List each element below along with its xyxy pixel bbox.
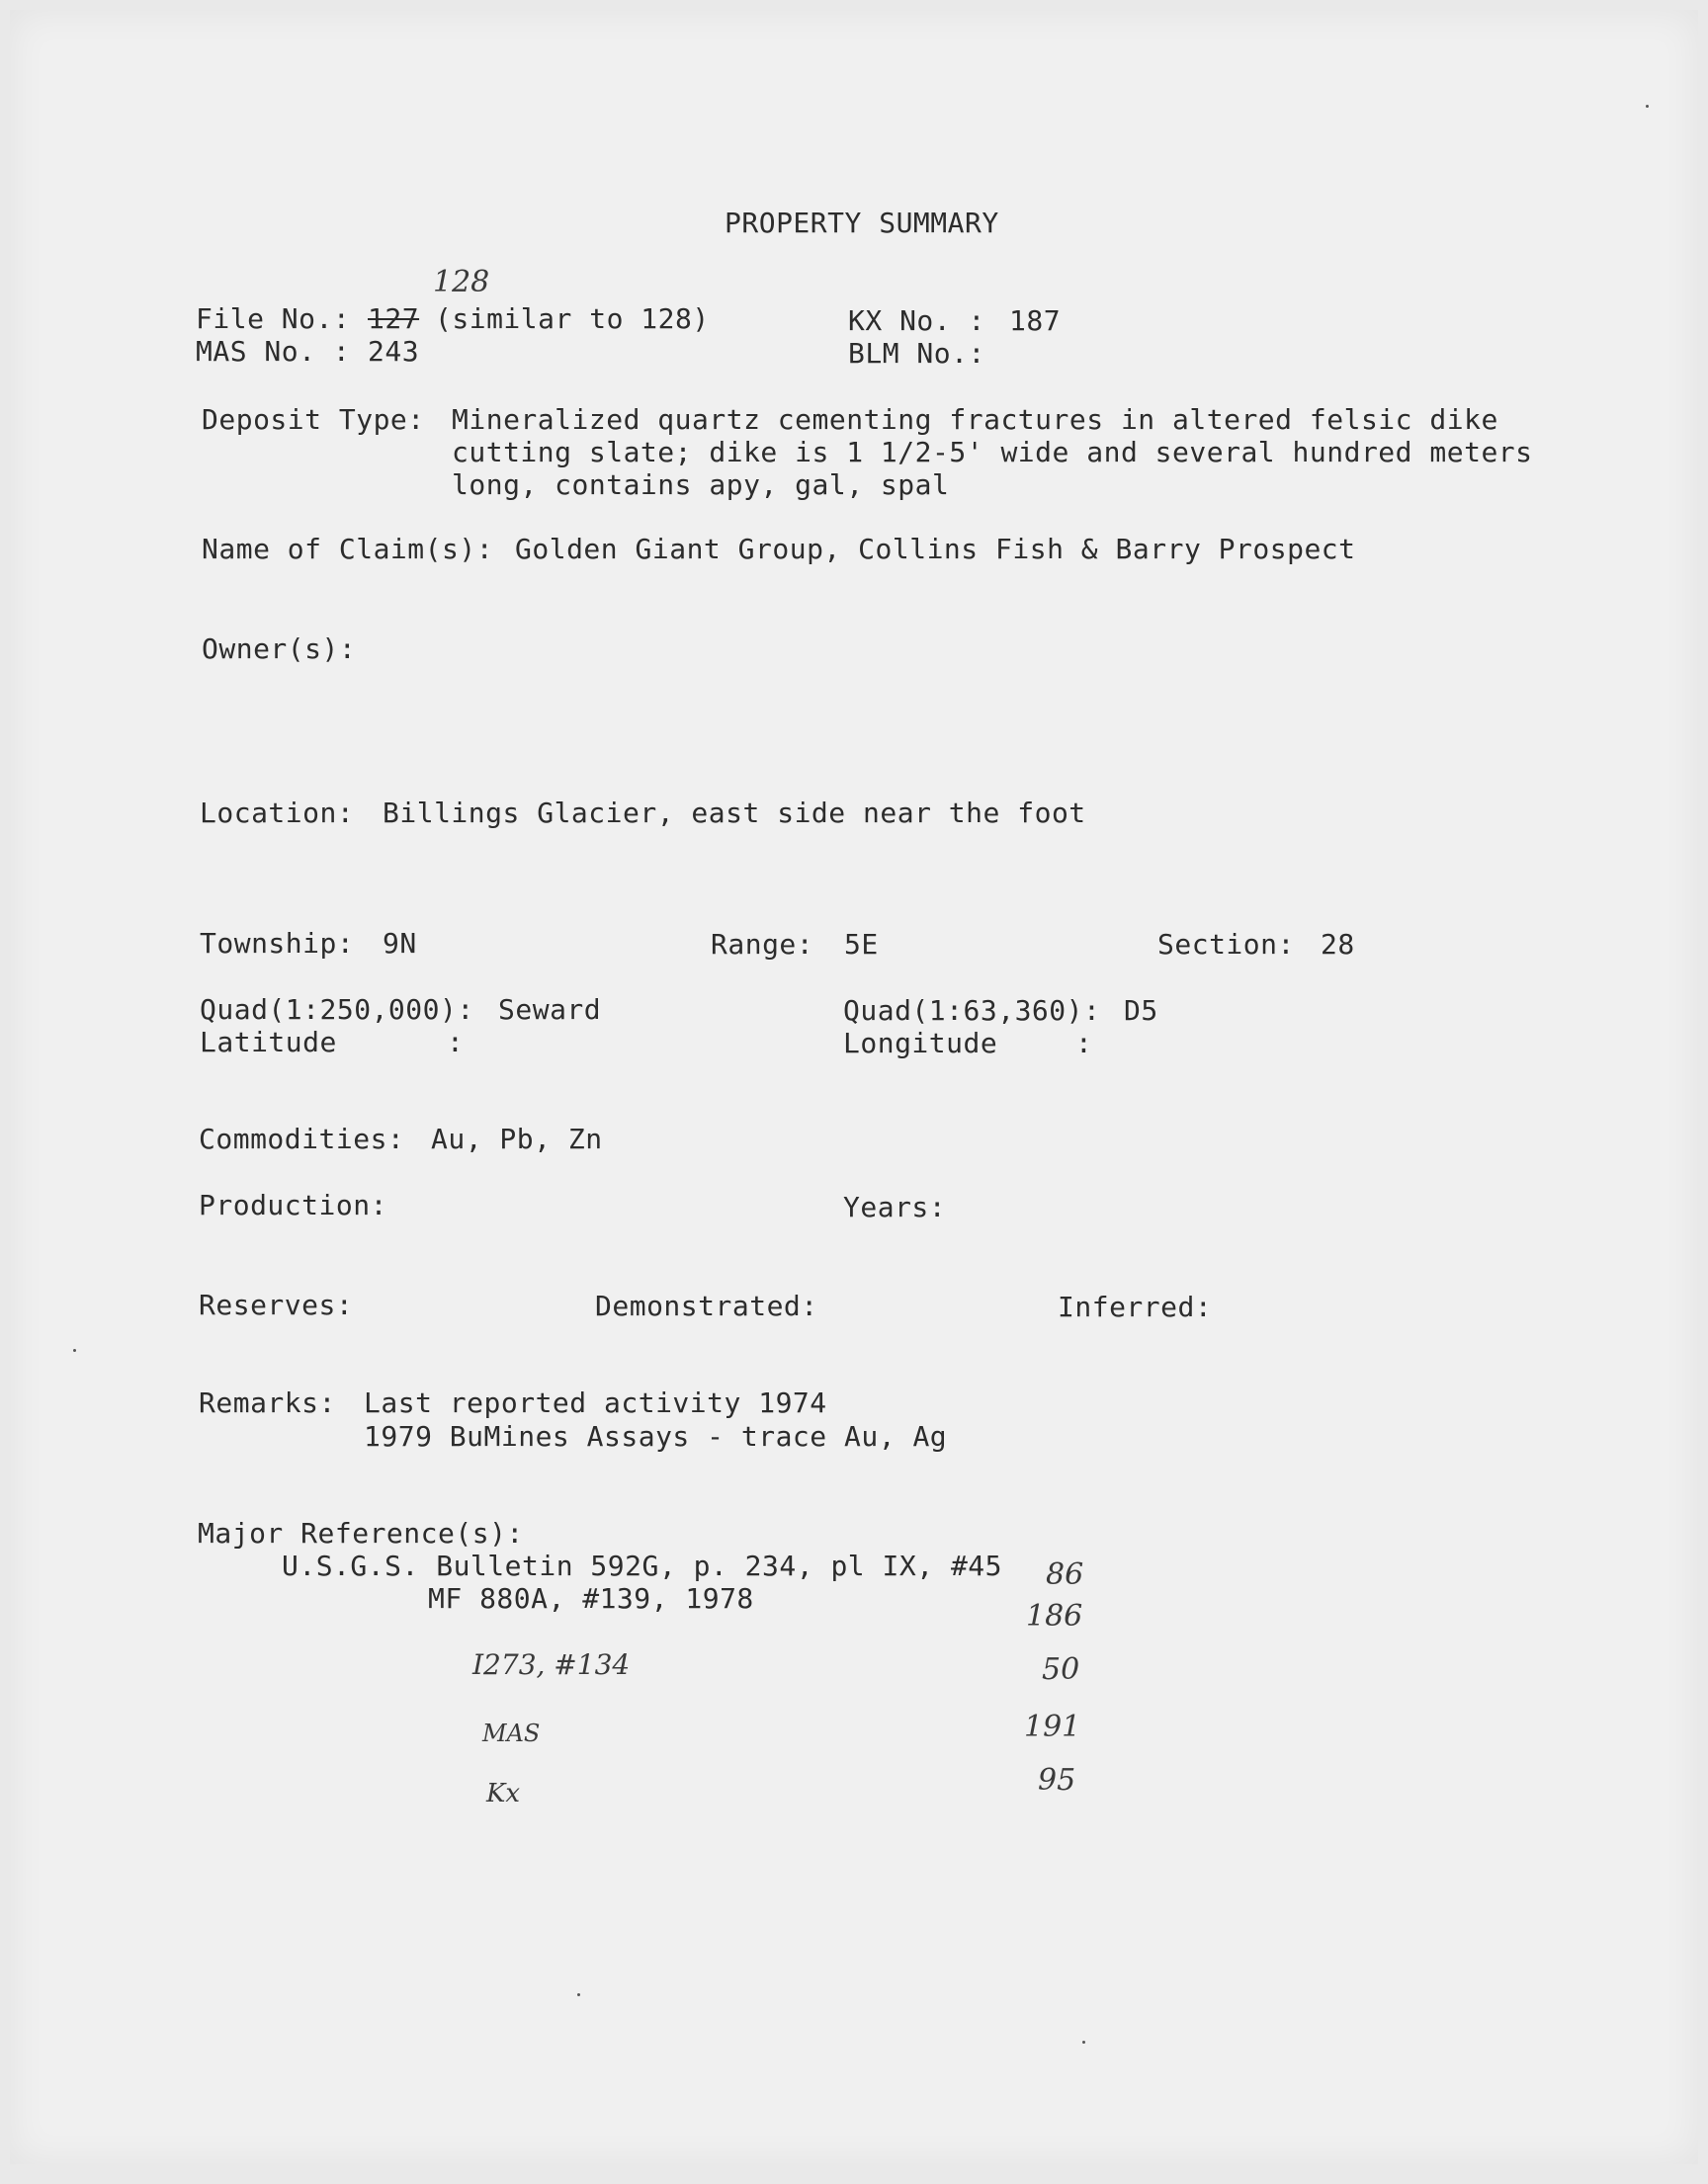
reference-line-1: U.S.G.S. Bulletin 592G, p. 234, pl IX, #45	[282, 1550, 1003, 1582]
kx-no-label: KX No. :	[848, 304, 985, 337]
reserves-label: Reserves:	[199, 1289, 354, 1321]
blm-no-label: BLM No.:	[848, 337, 985, 370]
deposit-type-line-2: cutting slate; dike is 1 1/2-5' wide and several hundred meters	[452, 436, 1533, 468]
mas-no-value: 243	[368, 335, 420, 368]
location-value: Billings Glacier, east side near the foot	[383, 797, 1086, 829]
latitude-sep: :	[447, 1026, 465, 1058]
production-label: Production:	[199, 1189, 387, 1221]
remarks-line-1: Last reported activity 1974	[364, 1386, 827, 1419]
location-label: Location:	[200, 797, 355, 829]
handwritten-ref-1: I273, #134	[472, 1648, 631, 1681]
deposit-type-line-1: Mineralized quartz cementing fractures in altered felsic dike	[452, 403, 1498, 436]
remarks-label: Remarks:	[199, 1386, 336, 1419]
file-no-note: (similar to 128)	[435, 302, 710, 335]
scan-speck	[1082, 2041, 1085, 2044]
quad-63-value: D5	[1124, 994, 1158, 1027]
references-label: Major Reference(s):	[198, 1517, 524, 1550]
owners-label: Owner(s):	[202, 632, 357, 665]
township-value: 9N	[383, 927, 417, 960]
handwritten-number-3: 50	[1042, 1652, 1080, 1687]
file-no-handwritten-value: 128	[433, 265, 490, 299]
range-label: Range:	[711, 928, 814, 961]
claims-label: Name of Claim(s):	[202, 533, 494, 565]
years-label: Years:	[843, 1191, 947, 1223]
handwritten-number-5: 95	[1038, 1763, 1076, 1798]
commodities-label: Commodities:	[199, 1123, 405, 1155]
quad-63-label: Quad(1:63,360):	[843, 994, 1101, 1027]
scan-speck	[1646, 105, 1649, 108]
file-no-label: File No.:	[196, 302, 351, 335]
quad-250-value: Seward	[498, 993, 602, 1026]
latitude-label: Latitude	[200, 1026, 337, 1058]
range-value: 5E	[844, 928, 879, 961]
remarks-line-2: 1979 BuMines Assays - trace Au, Ag	[364, 1420, 948, 1453]
file-no-struck-value: 127	[368, 302, 420, 335]
commodities-value: Au, Pb, Zn	[431, 1123, 603, 1155]
handwritten-ref-3: Kx	[486, 1779, 521, 1808]
page-title: PROPERTY SUMMARY	[725, 207, 999, 239]
scan-speck	[73, 1349, 76, 1352]
longitude-sep: :	[1075, 1027, 1093, 1059]
mas-no-label: MAS No. :	[196, 335, 351, 368]
inferred-label: Inferred:	[1058, 1291, 1213, 1323]
township-label: Township:	[200, 927, 355, 960]
deposit-type-label: Deposit Type:	[202, 403, 425, 436]
handwritten-number-2: 186	[1026, 1599, 1083, 1634]
handwritten-ref-2: MAS	[482, 1720, 541, 1747]
handwritten-number-4: 191	[1024, 1710, 1081, 1744]
claims-value: Golden Giant Group, Collins Fish & Barry Prospect	[515, 533, 1356, 565]
scan-speck	[577, 1993, 580, 1996]
kx-no-value: 187	[1009, 304, 1062, 337]
quad-250-label: Quad(1:250,000):	[200, 993, 474, 1026]
longitude-label: Longitude	[843, 1027, 998, 1059]
section-label: Section:	[1157, 928, 1295, 961]
reference-line-2: MF 880A, #139, 1978	[428, 1582, 754, 1615]
document-page	[10, 10, 1698, 2164]
handwritten-number-1: 86	[1046, 1557, 1084, 1592]
section-value: 28	[1321, 928, 1355, 961]
demonstrated-label: Demonstrated:	[595, 1290, 818, 1322]
deposit-type-line-3: long, contains apy, gal, spal	[452, 468, 950, 501]
